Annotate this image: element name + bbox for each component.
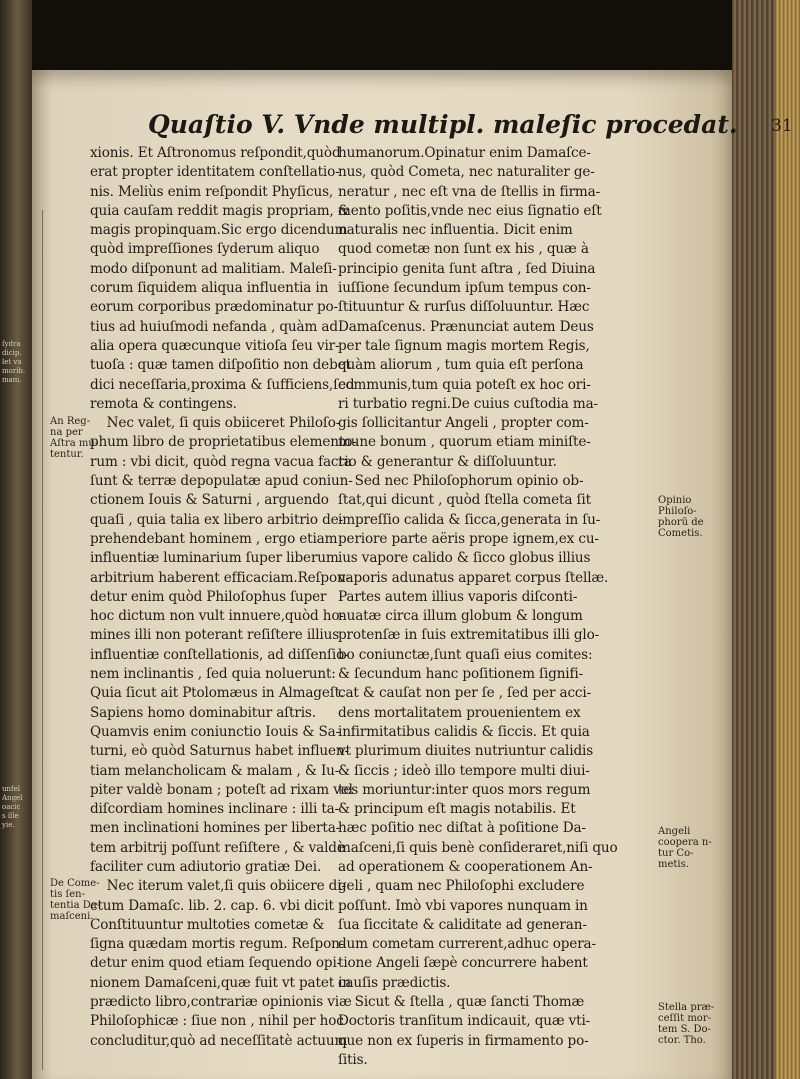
text-line: ctum Damaſc. lib. 2. cap. 6. vbi dicit :	[90, 897, 343, 914]
text-line: remota & contingens.	[90, 395, 237, 412]
text-line: Conſtituuntur multoties cometæ &	[90, 916, 325, 933]
text-line: quòd impreſſiones ſyderum aliquo	[90, 241, 320, 258]
text-line: detur enim quod etiam ſequendo opi-	[90, 955, 342, 972]
text-line: eorum corporibus prædominatur po-	[90, 299, 339, 316]
text-line: quia cauſam reddit magis propriam, &	[90, 202, 350, 219]
text-line: dici neceſſaria,proxima & ſufficiens,ſed	[90, 376, 355, 393]
text-line: que non ex ſuperis in firmamento po-	[338, 1032, 589, 1049]
text-line: poſſunt. Imò vbi vapores nunquam in	[338, 897, 588, 914]
text-line: per tale ſignum magis mortem Regis,	[338, 337, 590, 354]
text-line: tius ad huiuſmodi nefanda , quàm ad	[90, 318, 338, 335]
right-text-column	[338, 144, 616, 1070]
text-line: Partes autem illius vaporis diſconti-	[338, 588, 578, 605]
text-line: & ſecundum hanc poſitionem ſignifi-	[338, 666, 584, 683]
text-line: modo diſponunt ad malitiam. Maleſi-	[90, 260, 337, 277]
text-line: diſcordiam homines inclinare : illi ta-	[90, 801, 340, 818]
text-line: infirmitatibus calidis & ſiccis. Et quia	[338, 723, 590, 740]
text-line: dens mortalitatem prouenientem ex	[338, 704, 581, 721]
text-line: vt plurimum diuites nutriuntur calidis	[338, 743, 594, 760]
text-line: Quamvis enim coniunctio Iouis & Sa-	[90, 723, 341, 740]
text-line: ri turbatio regni.De cuius cuſtodia ma-	[338, 395, 598, 412]
text-line: turni, eò quòd Saturnus habet influen-	[90, 743, 349, 760]
text-line: ſua ſiccitate & caliditate ad generan-	[338, 916, 587, 933]
page-number: 31	[771, 116, 793, 136]
text-line: ſtat,qui dicunt , quòd ſtella cometa ſit	[338, 492, 591, 509]
text-line: hæc poſitio nec diſtat à poſitione Da-	[338, 820, 586, 837]
text-line: communis,tum quia poteſt ex hoc ori-	[338, 376, 591, 393]
text-line: impreſſio calida & ſicca,generata in ſu-	[338, 511, 601, 528]
text-line: principio genita ſunt aſtra , ſed Diuina	[338, 260, 596, 277]
text-line: piter valdè bonam ; poteſt ad rixam vel	[90, 781, 353, 798]
text-line: erat propter identitatem conſtellatio-	[90, 164, 340, 181]
margin-rule	[42, 210, 43, 1070]
text-line: corum ſiquidem aliqua influentia in	[90, 280, 329, 297]
text-line: Nec iterum valet,ſi quis obiicere di-	[90, 878, 346, 895]
text-line: iuſſione ſecundum ipſum tempus con-	[338, 280, 591, 297]
margin-note: Angeli coopera n- tur Co- metis.	[658, 826, 712, 870]
text-line: quaſi , quia talia ex libero arbitrio de-	[90, 511, 343, 528]
text-line: Doctoris tranſitum indicauit, quæ vti-	[338, 1013, 591, 1030]
text-line: nem inclinantis , ſed quia noluerunt:	[90, 666, 336, 683]
text-line: & principum eſt magis notabilis. Et	[338, 801, 576, 818]
text-line: Sapiens homo dominabitur aſtris.	[90, 704, 316, 721]
text-line: rum : vbi dicit, quòd regna vacua facta	[90, 453, 352, 470]
text-line: nis. Meliùs enim reſpondit Phyſicus,	[90, 183, 334, 200]
text-line: ſitis.	[338, 1051, 368, 1068]
text-line: protenſæ in ſuis extremitatibus illi glo-	[338, 627, 600, 644]
margin-note: Opinio Philoſo- phorū de Cometis.	[658, 495, 704, 539]
margin-note: Stella præ- ceſſit mor- tem S. Do- ctor. Tho.	[658, 1002, 715, 1046]
text-line: ſunt & terræ depopulatæ apud coniun-	[90, 473, 353, 490]
text-line: Quia ſicut ait Ptolomæus in Almageſt.	[90, 685, 345, 702]
text-line: geli , quam nec Philoſophi excludere	[338, 878, 585, 895]
running-header: Quaſtio V. Vnde multipl. maleſic procedat.	[148, 110, 738, 139]
text-line: ius vapore calido & ſicco globus illius	[338, 550, 591, 567]
text-line: influentiæ luminarium ſuper liberum	[90, 550, 339, 567]
text-line: gis ſollicitantur Angeli , propter com-	[338, 415, 589, 432]
text-line: influentiæ conſtellationis, ad diſſenſio-	[90, 646, 349, 663]
text-line: rio & generantur & diſſoluuntur.	[338, 453, 557, 470]
text-line: Sicut & ſtella , quæ ſancti Thomæ	[338, 994, 585, 1011]
text-line: prædicto libro,contrariæ opinionis viæ	[90, 994, 352, 1011]
text-line: naturalis nec influentia. Dicit enim	[338, 222, 573, 239]
previous-page-edge	[0, 0, 32, 1079]
text-line: magis propinquam.Sic ergo dicendum	[90, 222, 348, 239]
text-line: cauſis prædictis.	[338, 974, 451, 991]
text-line: men inclinationi homines per liberta-	[90, 820, 341, 837]
gilt-edge	[776, 0, 800, 1079]
text-line: nionem Damaſceni,quæ fuit vt patet in	[90, 974, 351, 991]
text-line: detur enim quòd Philoſophus ſuper	[90, 588, 327, 605]
text-line: ſtituuntur & rurſus diſſoluuntur. Hæc	[338, 299, 590, 316]
text-line: faciliter cum adiutorio gratiæ Dei.	[90, 858, 322, 875]
text-line: nuatæ circa illum globum & longum	[338, 608, 583, 625]
text-line: Nec valet, ſi quis obiiceret Philoſo-	[90, 415, 341, 432]
text-line: nus, quòd Cometa, nec naturaliter ge-	[338, 164, 595, 181]
text-line: tione Angeli ſæpè concurrere habent	[338, 955, 588, 972]
text-line: phum libro de proprietatibus elemento-	[90, 434, 357, 451]
text-line: xionis. Et Aſtronomus reſpondit,quòd	[90, 145, 341, 161]
text-line: maſceni,ſi quis benè conſideraret,niſi quo	[338, 839, 618, 856]
text-line: bo coniunctæ,ſunt quaſi eius comites:	[338, 646, 593, 663]
text-line: concluditur,quò ad neceſſitatè actuum	[90, 1032, 348, 1049]
text-line: periore parte aëris prope ignem,ex cu-	[338, 530, 599, 547]
text-line: mento poſitis,vnde nec eius ſignatio eſt	[338, 202, 602, 219]
text-line: Philoſophicæ : ſiue non , nihil per hoc	[90, 1013, 344, 1030]
text-line: quàm aliorum , tum quia eſt perſona	[338, 357, 584, 374]
text-line: mune bonum , quorum etiam miniſte-	[338, 434, 591, 451]
text-line: hoc dictum non vult innuere,quòd ho-	[90, 608, 344, 625]
text-line: mines illi non poterant reſiſtere illius	[90, 627, 340, 644]
text-line: tuoſa : quæ tamen diſpoſitio non debet	[90, 357, 351, 374]
left-text-column	[90, 144, 357, 1051]
text-line: prehendebant hominem , ergo etiam	[90, 530, 338, 547]
margin-note: An Reg- na per Aſtra mu- tentur.	[50, 416, 99, 460]
margin-note: De Come- tis ſen- tentia Da- maſceni.	[50, 878, 101, 922]
text-line: dum cometam currerent,adhuc opera-	[338, 936, 596, 953]
text-line: cat & cauſat non per ſe , ſed per acci-	[338, 685, 592, 702]
text-line: arbitrium haberent efficaciam.Reſpon-	[90, 569, 351, 586]
text-line: quod cometæ non ſunt ex his , quæ à	[338, 241, 589, 258]
text-line: neratur , nec eſt vna de ſtellis in firma-	[338, 183, 601, 200]
text-line: Damaſcenus. Prænunciat autem Deus	[338, 318, 594, 335]
text-line: alia opera quæcunque vitioſa ſeu vir-	[90, 337, 340, 354]
text-line: ſigna quædam mortis regum. Reſpon-	[90, 936, 345, 953]
previous-page-fragment: ſydra dicip. let va morib. mam.	[2, 340, 26, 384]
text-line: tem arbitrij poſſunt reſiſtere , & valdè	[90, 839, 345, 856]
text-line: humanorum.Opinatur enim Damaſce-	[338, 145, 591, 161]
previous-page-fragment: unfel Angel oacic s ille yie.	[2, 785, 23, 829]
text-line: & ſiccis ; ideò illo tempore multi diui-	[338, 762, 590, 779]
text-line: ad operationem & cooperationem An-	[338, 858, 593, 875]
text-line: tes moriuntur:inter quos mors regum	[338, 781, 591, 798]
text-line: ctionem Iouis & Saturni , arguendo	[90, 492, 329, 509]
text-line: tiam melancholicam & malam , & Iu-	[90, 762, 340, 779]
text-line: Sed nec Philoſophorum opinio ob-	[338, 473, 584, 490]
text-line: vaporis adunatus apparet corpus ſtellæ.	[338, 569, 609, 586]
